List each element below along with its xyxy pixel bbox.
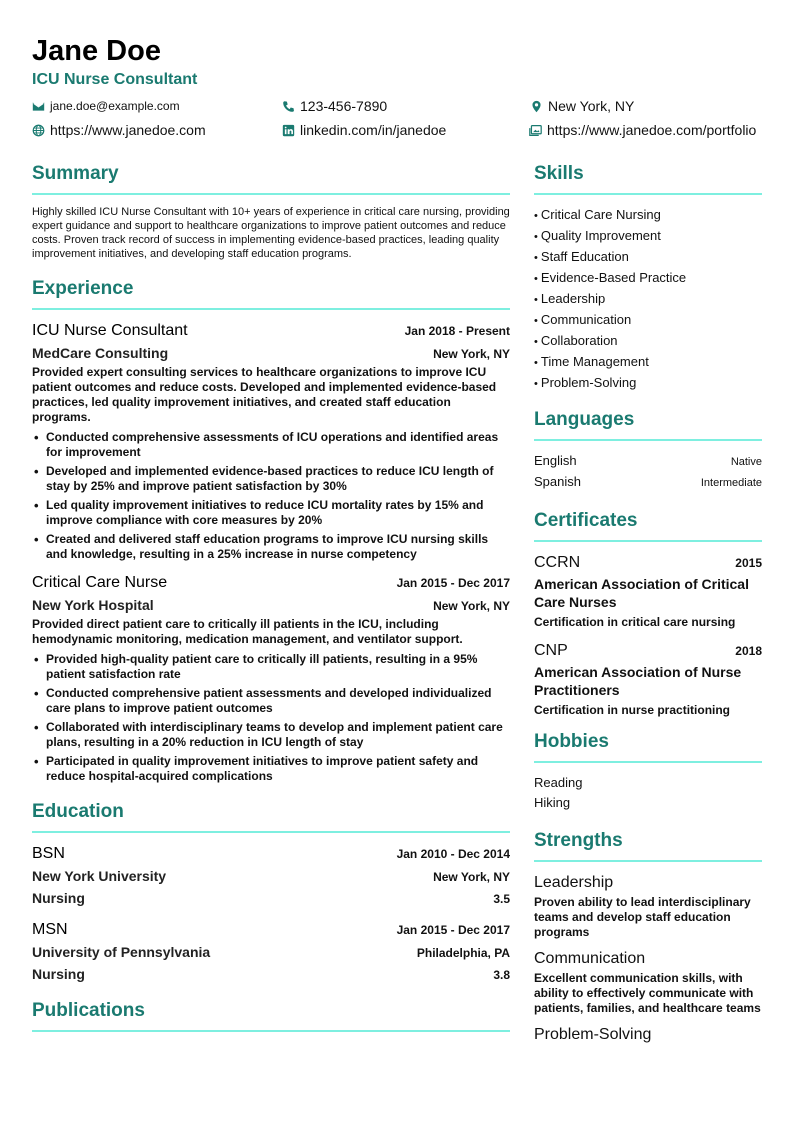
- strengths-heading: Strengths: [534, 830, 623, 851]
- certificate-description: Certification in nurse practitioning: [534, 703, 731, 717]
- school-location: Philadelphia, PA: [416, 946, 510, 960]
- strength-description: Excellent communication skills, with ability to effectively communicate with patients, families, and healthcare teams: [534, 971, 761, 1015]
- list-item: • Created and delivered staff education programs to improve ICU nursing skills and knowledge, resulting in a 25% increase in nurse competency: [32, 532, 510, 562]
- language-level: Intermediate: [700, 477, 762, 489]
- publications-heading: Publications: [32, 1000, 145, 1021]
- globe-icon: [32, 124, 45, 137]
- contact-website[interactable]: [32, 121, 206, 139]
- list-item: • Participated in quality improvement initiatives to improve patient safety and reduce hospital-acquired complications: [32, 754, 510, 784]
- strengths-section: [534, 827, 762, 1046]
- skill-item: • Leadership: [534, 289, 762, 310]
- phone-icon: [282, 100, 295, 113]
- location-text: New York, NY: [548, 98, 635, 114]
- publications-section: [32, 997, 510, 1032]
- contact-portfolio[interactable]: [529, 121, 756, 139]
- gpa: 3.5: [493, 892, 510, 906]
- list-item: • Provided high-quality patient care to critically ill patients, resulting in a 95% patient satisfaction rate: [32, 652, 510, 682]
- job-date: Jan 2015 - Dec 2017: [396, 576, 510, 590]
- job-description: Provided direct patient care to critically ill patients in the ICU, including hemodynamic monitoring, medication management, and ventilator support.: [32, 617, 463, 646]
- section-divider: [534, 860, 762, 862]
- education-date: Jan 2015 - Dec 2017: [396, 923, 510, 937]
- section-divider: [534, 540, 762, 542]
- list-item: • Developed and implemented evidence-based practices to reduce ICU length of stay by 25% and improve patient satisfaction by 30%: [32, 464, 510, 494]
- certificate-name: CCRN: [534, 554, 581, 571]
- job-company: New York Hospital: [32, 597, 154, 613]
- certificates-section: [534, 507, 762, 718]
- list-item: • Led quality improvement initiatives to reduce ICU mortality rates by 15% and improve compliance with core measures by 20%: [32, 498, 510, 528]
- strength-entry: [534, 1024, 762, 1046]
- job-description: Provided expert consulting services to healthcare organizations to improve ICU patient outcomes and reduce costs. Developed and implemented evidence-based practices, led quality improvement initiatives, and created staff education programs.: [32, 365, 497, 424]
- job-date: Jan 2018 - Present: [404, 324, 510, 338]
- education-section: [32, 798, 510, 985]
- job-title: ICU Nurse Consultant: [32, 322, 188, 339]
- job-title: Critical Care Nurse: [32, 574, 168, 591]
- skill-item: • Staff Education: [534, 247, 762, 268]
- portfolio-icon: [529, 124, 542, 137]
- strength-name: Problem-Solving: [534, 1026, 652, 1043]
- language-name: Spanish: [534, 474, 581, 489]
- strength-entry: [534, 948, 762, 1016]
- email-icon: [32, 100, 45, 113]
- strength-entry: [534, 872, 762, 940]
- languages-heading: Languages: [534, 409, 635, 430]
- language-name: English: [534, 453, 577, 468]
- section-divider: [534, 193, 762, 195]
- strength-name: Leadership: [534, 874, 614, 891]
- candidate-name: Jane Doe: [32, 35, 161, 67]
- section-divider: [32, 1030, 510, 1032]
- hobbies-heading: Hobbies: [534, 731, 609, 752]
- summary-heading: Summary: [32, 163, 119, 184]
- certificate-issuer: American Association of Critical Care Nurses: [534, 576, 749, 610]
- section-divider: [32, 193, 510, 195]
- location-pin-icon: [530, 100, 543, 113]
- portfolio-text: https://www.janedoe.com/portfolio: [547, 122, 757, 138]
- certificate-description: Certification in critical care nursing: [534, 615, 736, 629]
- education-entry: [32, 843, 510, 909]
- right-column: [534, 160, 762, 1046]
- job-entry: [32, 572, 510, 784]
- hobbies-section: [534, 728, 762, 813]
- school-location: New York, NY: [433, 870, 510, 884]
- contact-phone[interactable]: [282, 97, 387, 115]
- list-item: • Conducted comprehensive patient assessments and developed individualized care plans to improve patient outcomes: [32, 686, 510, 716]
- skill-item: • Critical Care Nursing: [534, 205, 762, 226]
- summary-section: [32, 160, 510, 261]
- language-level: Native: [730, 456, 762, 468]
- strength-description: Proven ability to lead interdisciplinary teams and develop staff education programs: [534, 895, 751, 939]
- certificate-year: 2015: [735, 556, 762, 570]
- job-location: New York, NY: [433, 347, 510, 361]
- gpa: 3.8: [493, 968, 510, 982]
- degree: MSN: [32, 921, 68, 938]
- certificate-entry: [534, 552, 762, 630]
- skills-section: [534, 160, 762, 394]
- section-divider: [534, 439, 762, 441]
- section-divider: [534, 761, 762, 763]
- certificates-heading: Certificates: [534, 510, 638, 531]
- contact-linkedin[interactable]: [282, 121, 446, 139]
- education-heading: Education: [32, 801, 124, 822]
- experience-section: [32, 275, 510, 784]
- job-company: MedCare Consulting: [32, 345, 169, 361]
- skill-item: • Collaboration: [534, 331, 762, 352]
- left-column: [32, 160, 510, 1042]
- linkedin-icon: [282, 124, 295, 137]
- language-row: [534, 472, 762, 493]
- certificate-entry: [534, 640, 762, 718]
- hobby-item: Hiking: [534, 795, 571, 810]
- section-divider: [32, 831, 510, 833]
- linkedin-text: linkedin.com/in/janedoe: [300, 122, 447, 138]
- website-text: https://www.janedoe.com: [50, 122, 206, 138]
- summary-text: Highly skilled ICU Nurse Consultant with 10+ years of experience in critical care nursing, providing expert guidance and support to healthcare organizations to improve patient outcomes and reduce costs. Proven track record of success in implementing evidence-based practices, leading quality improvement initiatives, and developing staff education programs.: [32, 206, 510, 260]
- hobby-item: Reading: [534, 775, 583, 790]
- certificate-issuer: American Association of Nurse Practitioners: [534, 664, 742, 698]
- job-entry: [32, 320, 510, 562]
- school: University of Pennsylvania: [32, 944, 211, 960]
- field-of-study: Nursing: [32, 966, 85, 982]
- contact-location: [530, 97, 634, 115]
- contact-email[interactable]: [32, 97, 180, 115]
- language-row: [534, 451, 762, 472]
- skill-item: • Time Management: [534, 352, 762, 373]
- degree: BSN: [32, 845, 65, 862]
- certificate-name: CNP: [534, 642, 568, 659]
- education-date: Jan 2010 - Dec 2014: [396, 847, 510, 861]
- job-bullets: [32, 652, 510, 784]
- resume-header: [32, 34, 772, 90]
- list-item: • Conducted comprehensive assessments of ICU operations and identified areas for improvement: [32, 430, 510, 460]
- candidate-role: ICU Nurse Consultant: [32, 71, 198, 88]
- job-location: New York, NY: [433, 599, 510, 613]
- education-entry: [32, 919, 510, 985]
- languages-section: [534, 406, 762, 493]
- list-item: • Collaborated with interdisciplinary teams to develop and implement patient care plans, resulting in a 20% reduction in ICU length of stay: [32, 720, 510, 750]
- skills-heading: Skills: [534, 163, 584, 184]
- skill-item: • Problem-Solving: [534, 373, 762, 394]
- strength-name: Communication: [534, 950, 646, 967]
- job-bullets: [32, 430, 510, 562]
- skill-item: • Evidence-Based Practice: [534, 268, 762, 289]
- skill-item: • Quality Improvement: [534, 226, 762, 247]
- field-of-study: Nursing: [32, 890, 85, 906]
- email-text: jane.doe@example.com: [50, 99, 180, 113]
- experience-heading: Experience: [32, 278, 134, 299]
- section-divider: [32, 308, 510, 310]
- certificate-year: 2018: [735, 644, 762, 658]
- skill-item: • Communication: [534, 310, 762, 331]
- school: New York University: [32, 868, 167, 884]
- phone-text: 123-456-7890: [300, 98, 388, 114]
